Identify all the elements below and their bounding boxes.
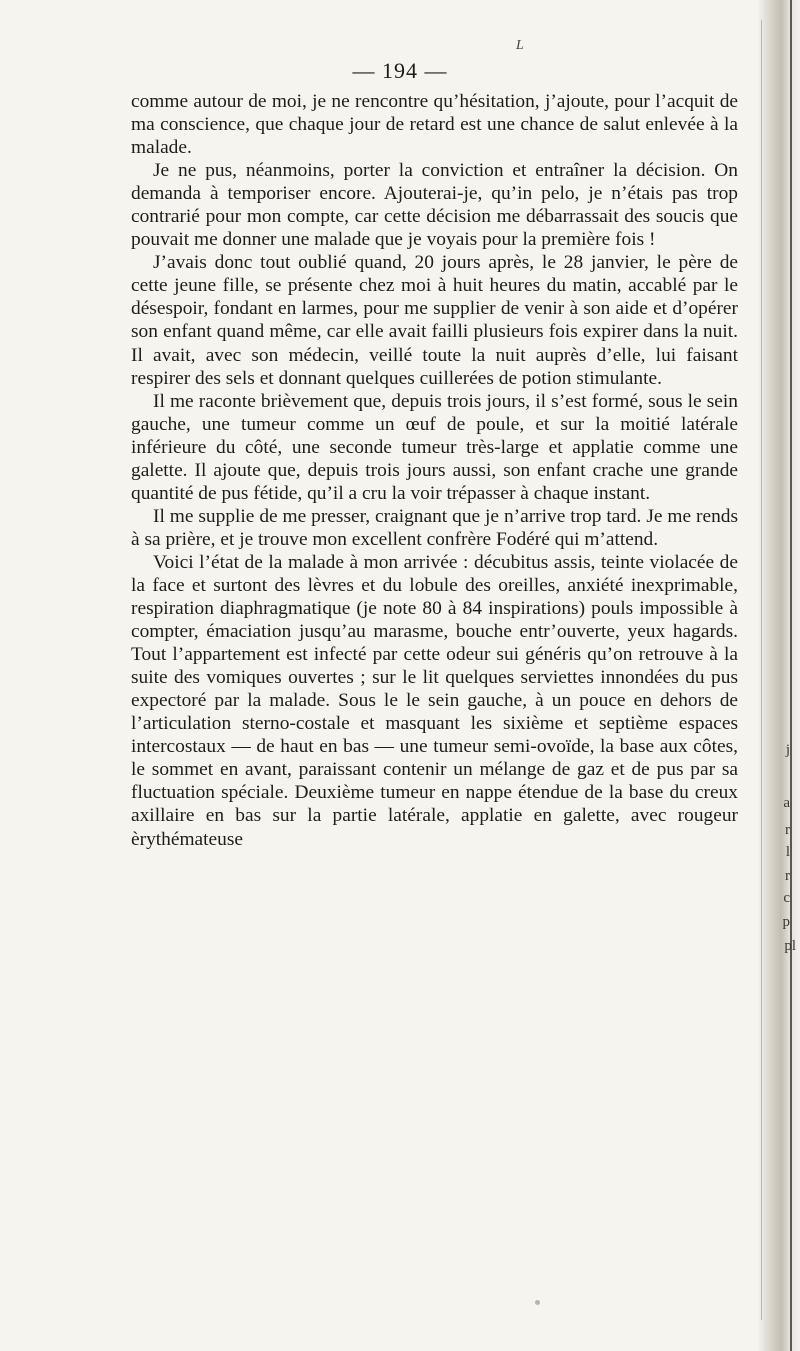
bleed-through-letter: p: [782, 914, 790, 930]
margin-mark: L: [516, 38, 524, 53]
bleed-through-letter: pl: [784, 938, 796, 954]
paragraph: J’avais donc tout oublié quand, 20 jours après, le 28 janvier, le père de cette jeune fille, se présente chez moi à huit heures du matin, accablé par le désespoir, fondant en larmes, pour me supplier de venir à son aide et d’opérer son enfant quand même, car elle avait failli plusieurs fois expirer dans la nuit. Il avait, avec son médecin, veillé toute la nuit auprès d’elle, lui faisant respirer des sels et donnant quelques cuillerées de potion stimulante.: [131, 252, 738, 389]
paragraph: Je ne pus, néanmoins, porter la conviction et entraîner la décision. On demanda à temporiser encore. Ajouterai-je, qu’in pelo, je n’étais pas trop contrarié pour mon compte, car cette décision me débarrassait des soucis que pouvait me donner une malade que je voyais pour la première fois !: [131, 160, 738, 251]
paragraph: Il me raconte brièvement que, depuis trois jours, il s’est formé, sous le sein gauche, une tumeur comme un œuf de poule, et sur la moitié latérale inférieure du côté, une seconde tumeur très-large et applatie comme une galette. Il ajoute que, depuis trois jours aussi, son enfant crache une grande quantité de pus fétide, qu’il a cru la voir trépasser à chaque instant.: [131, 390, 738, 504]
bleed-through-letter: j: [785, 742, 790, 758]
bleed-through-letter: a: [783, 795, 790, 811]
paragraph: Voici l’état de la malade à mon arrivée : décubitus assis, teinte violacée de la face et surtont des lèvres et du lobule des oreilles, anxiété inexprimable, respiration diaphragmatique (je note 80 à 84 inspirations) pouls impossible à compter, émaciation jusqu’au marasme, bouche entr’ouverte, yeux hagards. Tout l’appartement est infecté par cette odeur sui généris qu’on retrouve à la suite des vomiques ouvertes ; sur le lit quelques serviettes innondées du pus expectoré par la malade. Sous le le sein gauche, à un pouce en dehors de l’articulation sterno-costale et masquant les sixième et septième espaces intercostaux — de haut en bas — une tumeur semi-ovoïde, la base aux côtes, le sommet en avant, paraissant contenir un mélange de gaz et de pus par sa fluctuation spéciale. Deuxième tumeur en nappe étendue de la base du creux axillaire en bas sur la partie latérale, applatie en galette, avec rougeur èrythémateuse: [131, 551, 738, 850]
facing-page-edge: [761, 20, 762, 1320]
paragraph: comme autour de moi, je ne rencontre qu’hésitation, j’ajoute, pour l’acquit de ma conscience, que chaque jour de retard est une chance de salut enlevée à la malade.: [131, 91, 738, 159]
bleed-through-letter: c: [783, 890, 790, 906]
bleed-through-letter: r: [785, 822, 790, 838]
ink-speck: [535, 1300, 540, 1305]
body-text: [131, 90, 738, 851]
bleed-through-letter: r: [785, 868, 790, 884]
page-number: — 194 —: [352, 58, 448, 83]
bleed-through-letter: l: [785, 844, 790, 860]
page-edge-line: [790, 0, 792, 1351]
page-gutter-edge: [758, 0, 800, 1351]
paragraph: Il me supplie de me presser, craignant que je n’arrive trop tard. Je me rends à sa prière, et je trouve mon excellent confrère Fodéré qui m’attend.: [131, 505, 738, 550]
